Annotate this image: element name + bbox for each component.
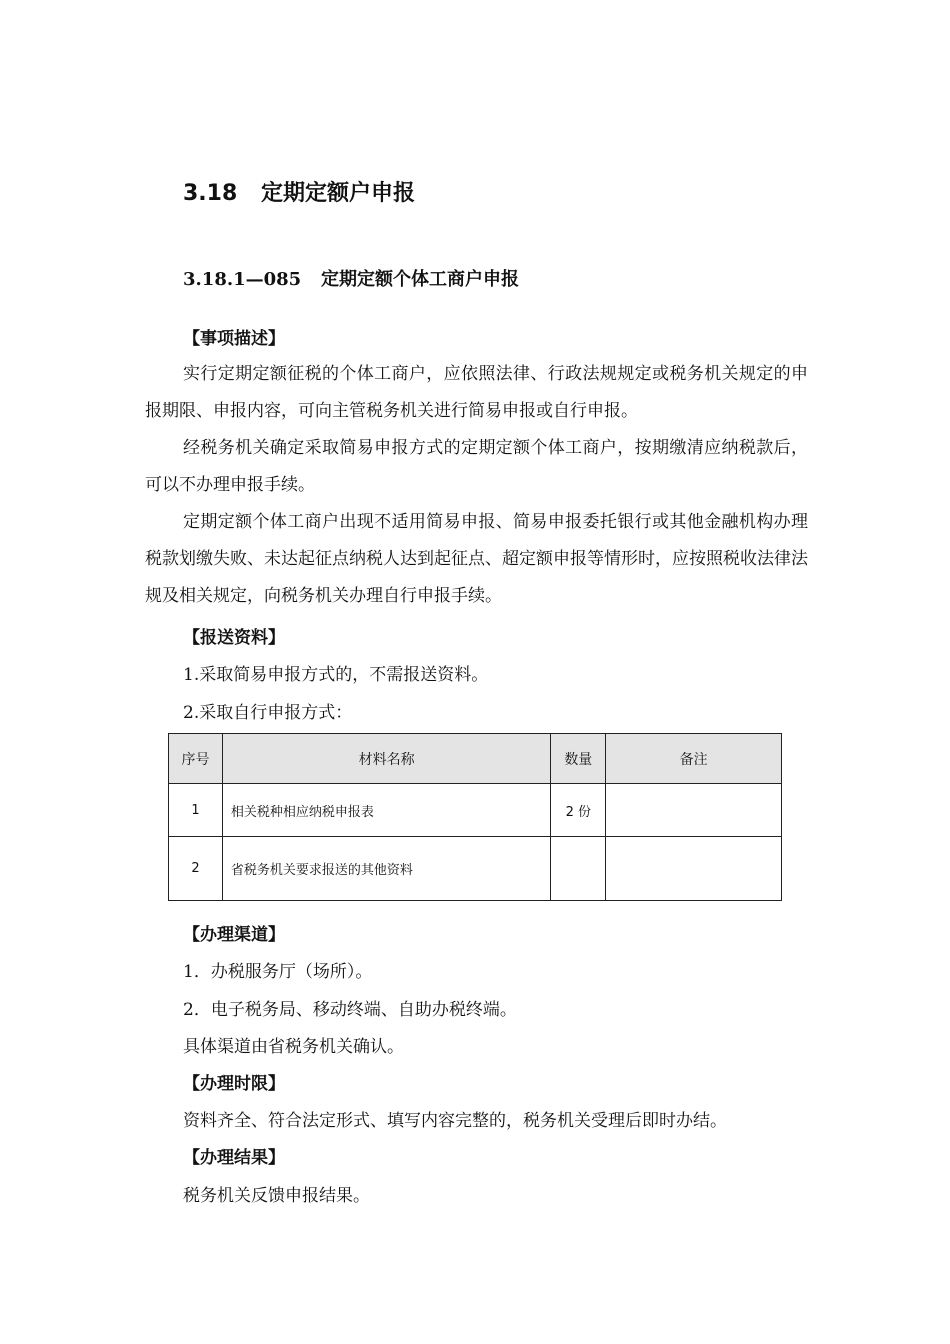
table-row: [169, 837, 782, 901]
result-text: 税务机关反馈申报结果。: [183, 1186, 370, 1206]
subsection-number: 3.18.1—085: [183, 269, 302, 290]
subsection-heading: [183, 265, 519, 291]
table-cell-quantity: 2 份: [551, 784, 606, 837]
materials-heading: 【报送资料】: [183, 628, 285, 648]
materials-table: [168, 733, 782, 901]
table-cell-remarks: [606, 784, 782, 837]
materials-item-2: 2.采取自行申报方式：: [183, 703, 353, 723]
channels-item-2: 2．电子税务局、移动终端、自助办税终端。: [183, 1000, 517, 1020]
table-cell-index: 1: [169, 784, 223, 837]
section-heading: [183, 176, 415, 207]
table-header-index: 序号: [169, 734, 223, 784]
table-header-name: 材料名称: [222, 734, 550, 784]
result-heading: 【办理结果】: [183, 1148, 285, 1168]
table-cell-quantity: [551, 837, 606, 901]
materials-item-1: 1.采取简易申报方式的，不需报送资料。: [183, 665, 489, 685]
table-cell-name: 省税务机关要求报送的其他资料: [222, 837, 550, 901]
table-cell-name: 相关税种相应纳税申报表: [222, 784, 550, 837]
table-row: [169, 784, 782, 837]
channels-heading: 【办理渠道】: [183, 925, 285, 945]
subsection-title: 定期定额个体工商户申报: [321, 269, 519, 290]
table-cell-index: 2: [169, 837, 223, 901]
section-title: 定期定额户申报: [261, 181, 416, 206]
time-limit-heading: 【办理时限】: [183, 1074, 285, 1094]
table-header-row: [169, 734, 782, 784]
description-paragraph-2: 经税务机关确定采取简易申报方式的定期定额个体工商户，按期缴清应纳税款后，可以不办理申报手续。: [145, 438, 808, 495]
description-heading: 【事项描述】: [183, 329, 285, 349]
description-paragraph-1: 实行定期定额征税的个体工商户，应依照法律、行政法规规定或税务机关规定的申报期限、申报内容，可向主管税务机关进行简易申报或自行申报。: [145, 364, 808, 421]
channels-item-1: 1．办税服务厅（场所）。: [183, 962, 373, 982]
section-number: 3.18: [183, 181, 238, 206]
table-header-remarks: 备注: [606, 734, 782, 784]
table-header-quantity: 数量: [551, 734, 606, 784]
table-cell-remarks: [606, 837, 782, 901]
channels-note: 具体渠道由省税务机关确认。: [183, 1037, 404, 1057]
description-paragraph-3: 定期定额个体工商户出现不适用简易申报、简易申报委托银行或其他金融机构办理税款划缴失败、未达起征点纳税人达到起征点、超定额申报等情形时，应按照税收法律法规及相关规定，向税务机关办理自行申报手续。: [145, 512, 808, 606]
time-limit-text: 资料齐全、符合法定形式、填写内容完整的，税务机关受理后即时办结。: [183, 1111, 727, 1131]
